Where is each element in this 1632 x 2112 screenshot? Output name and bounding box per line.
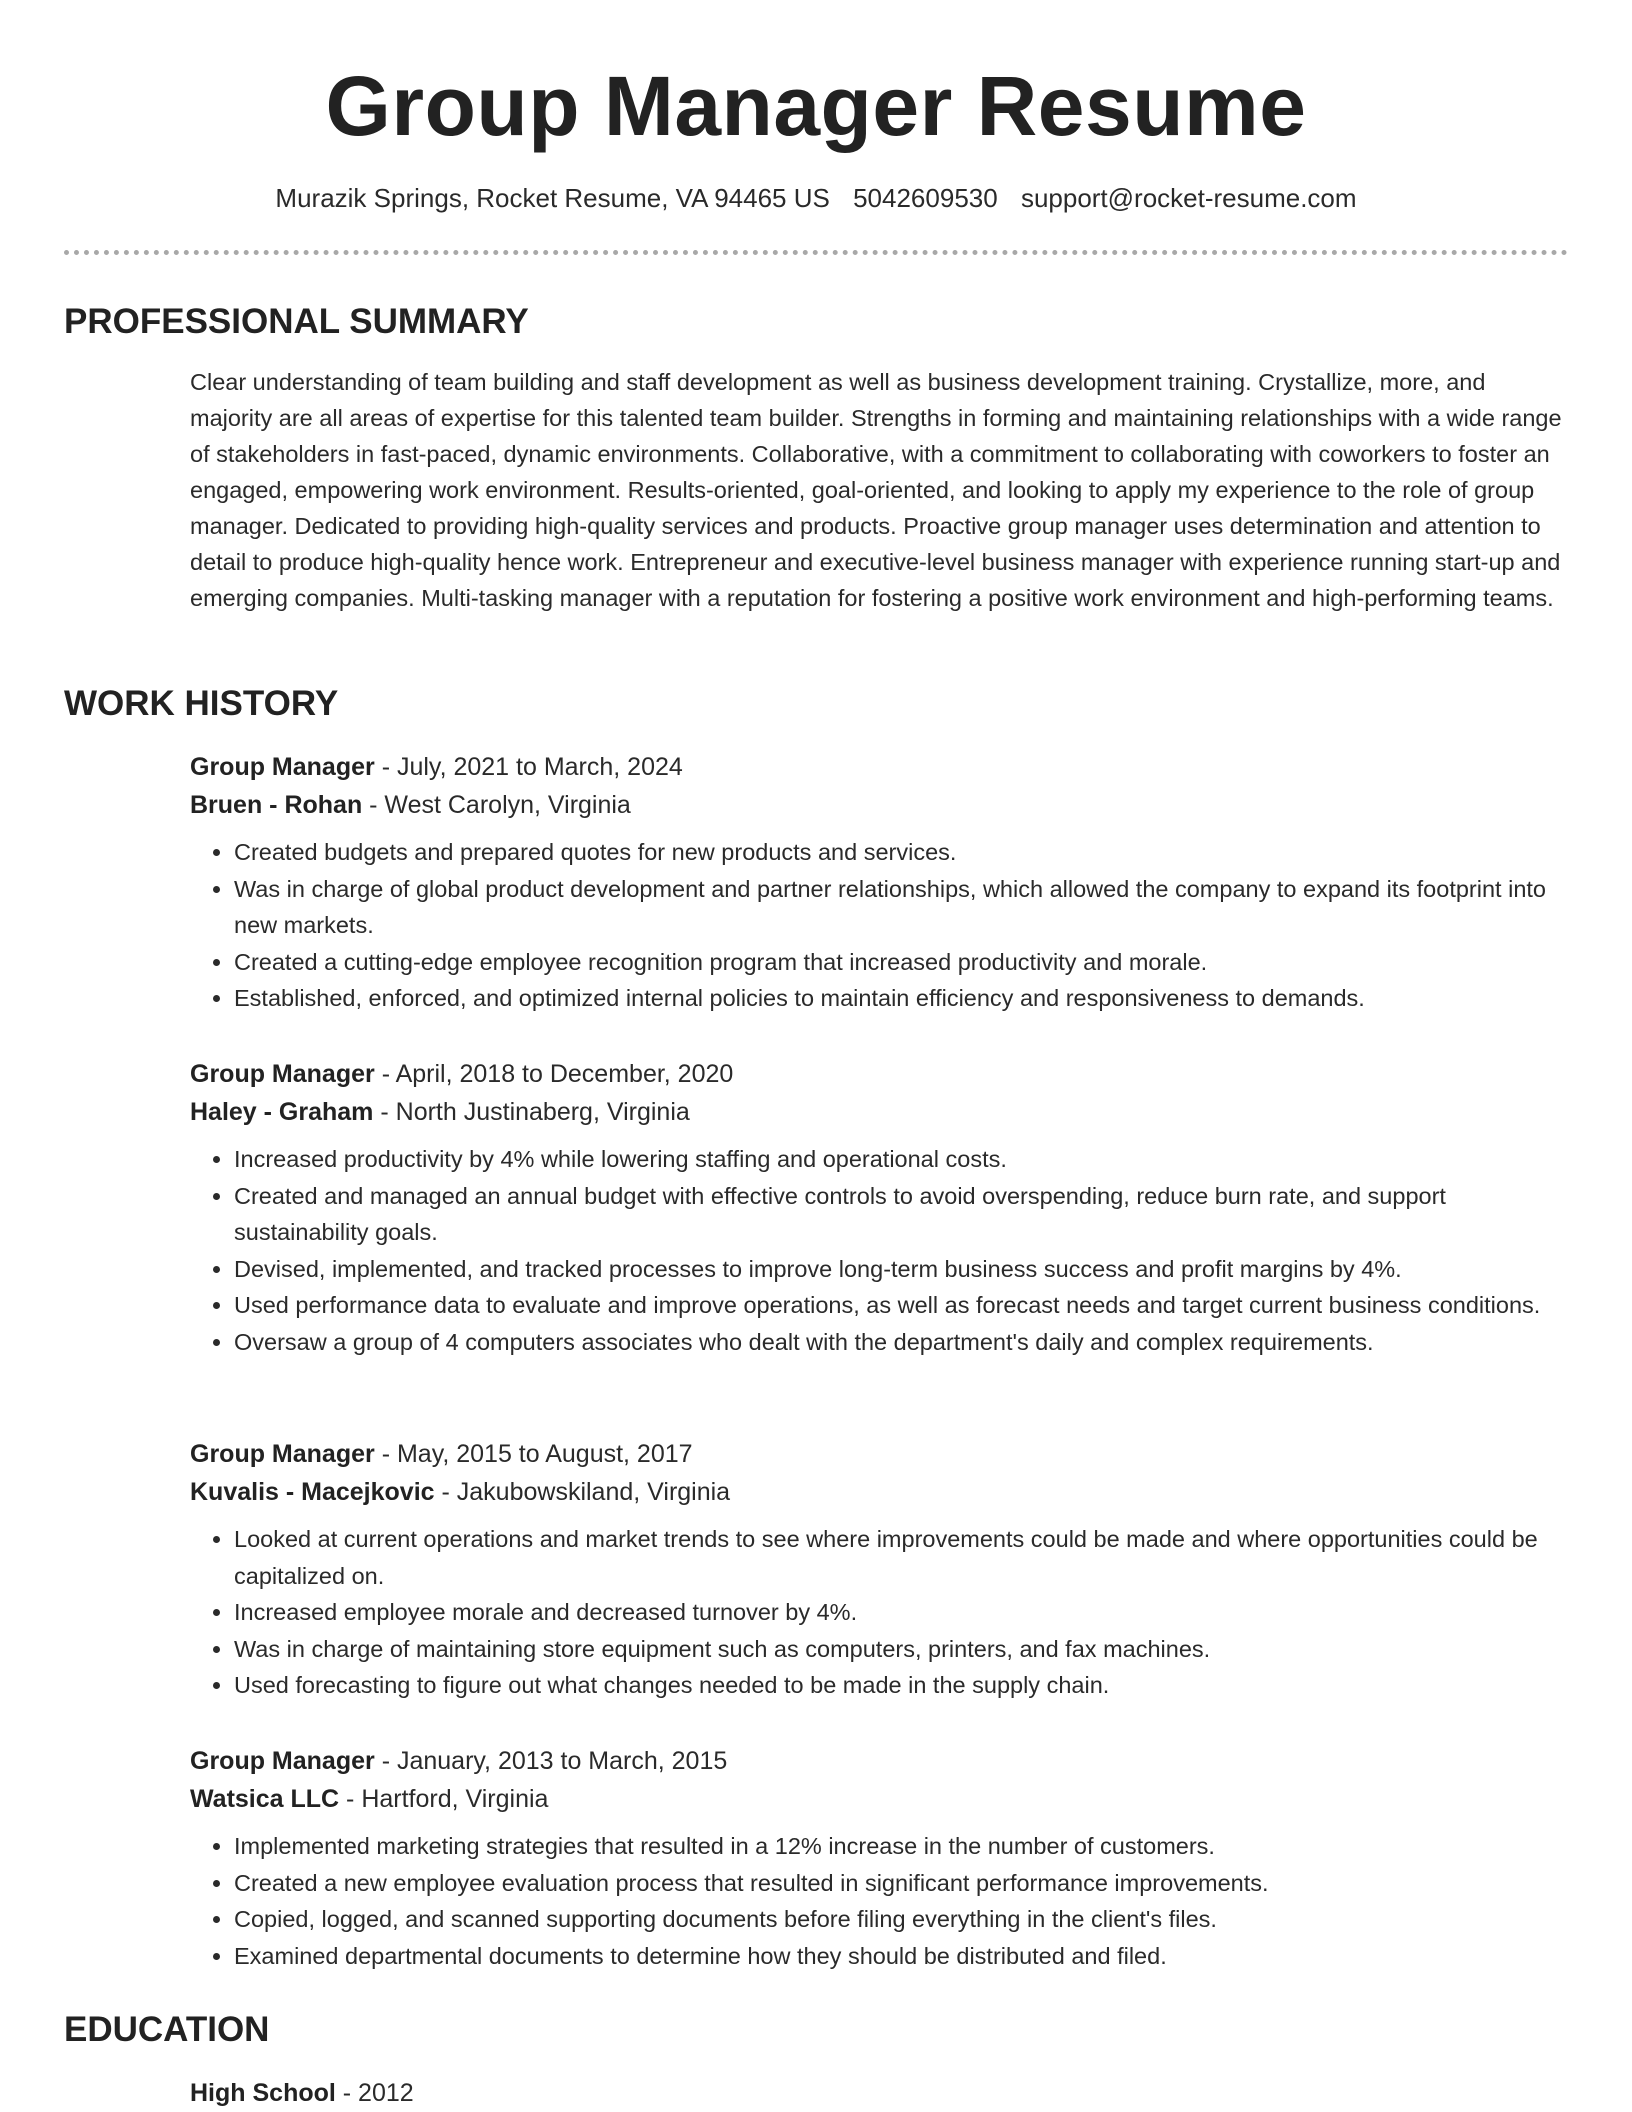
job-title-line: [190, 1055, 1570, 1093]
job-bullet: • Created a cutting-edge employee recognition program that increased productivity and morale.: [234, 944, 1570, 981]
job-entry: [190, 1055, 1570, 1360]
job-bullet: • Was in charge of global product development and partner relationships, which allowed the company to expand its footprint into new markets.: [234, 871, 1570, 944]
job-bullet: • Created and managed an annual budget with effective controls to avoid overspending, reduce burn rate, and support sustainability goals.: [234, 1178, 1570, 1251]
job-bullet: • Used forecasting to figure out what changes needed to be made in the supply chain.: [234, 1667, 1570, 1704]
job-bullet: • Used performance data to evaluate and improve operations, as well as forecast needs and target current business conditions.: [234, 1287, 1570, 1324]
header-divider: [64, 250, 1568, 255]
job-company: Haley - Graham: [190, 1098, 374, 1126]
contact-line: [0, 180, 1632, 216]
resume-title: Group Manager Resume: [325, 59, 1307, 153]
section-heading-summary: PROFESSIONAL SUMMARY: [64, 302, 529, 341]
job-dates: - July, 2021 to March, 2024: [374, 753, 683, 781]
education-degree: High School: [190, 2079, 336, 2107]
job-bullets: [190, 1141, 1570, 1360]
job-entry: [190, 748, 1570, 1017]
job-bullet: • Was in charge of maintaining store equipment such as computers, printers, and fax machines.: [234, 1631, 1570, 1668]
job-bullet: • Copied, logged, and scanned supporting documents before filing everything in the client's files.: [234, 1901, 1570, 1938]
job-bullet: • Created budgets and prepared quotes for new products and services.: [234, 834, 1570, 871]
job-company-line: [190, 1473, 1570, 1511]
contact-phone[interactable]: 5042609530: [853, 183, 998, 213]
job-company: Kuvalis - Macejkovic: [190, 1478, 435, 1506]
job-bullet: • Increased productivity by 4% while lowering staffing and operational costs.: [234, 1141, 1570, 1178]
job-dates: - May, 2015 to August, 2017: [374, 1440, 693, 1468]
job-company-line: [190, 786, 1570, 824]
section-heading-education: EDUCATION: [64, 2010, 270, 2049]
job-bullet: • Increased employee morale and decreased turnover by 4%.: [234, 1594, 1570, 1631]
job-title-line: [190, 1742, 1570, 1780]
job-company-line: [190, 1093, 1570, 1131]
job-bullets: [190, 834, 1570, 1017]
job-title-line: [190, 748, 1570, 786]
job-company: Watsica LLC: [190, 1785, 340, 1813]
summary-text: Clear understanding of team building and staff development as well as business development training. Crystallize, more, and majority are all areas of expertise for this talented team builder. Strengths in forming and maintaining relationships with a wide range of stakeholders in fast-paced, dynamic environments. Collaborative, with a commitment to collaborating with coworkers to foster an engaged, empowering work environment. Results-oriented, goal-oriented, and looking to apply my experience to the role of group manager. Dedicated to providing high-quality services and products. Proactive group manager uses determination and attention to detail to produce high-quality hence work. Entrepreneur and executive-level business manager with experience running start-up and emerging companies. Multi-tasking manager with a reputation for fostering a positive work environment and high-performing teams.: [190, 369, 1562, 611]
job-dates: - January, 2013 to March, 2015: [374, 1747, 728, 1775]
job-title: Group Manager: [190, 1060, 375, 1088]
job-title-line: [190, 1435, 1570, 1473]
job-bullet: • Examined departmental documents to determine how they should be distributed and filed.: [234, 1938, 1570, 1975]
education-entry: [190, 2074, 414, 2112]
job-company-line: [190, 1780, 1570, 1818]
job-bullet: • Looked at current operations and market trends to see where improvements could be made and where opportunities could be capitalized on.: [234, 1521, 1570, 1594]
job-company: Bruen - Rohan: [190, 791, 363, 819]
job-bullet: • Established, enforced, and optimized internal policies to maintain efficiency and responsiveness to demands.: [234, 980, 1570, 1017]
contact-email[interactable]: support@rocket-resume.com: [1020, 183, 1357, 213]
job-bullets: [190, 1521, 1570, 1704]
job-location: - West Carolyn, Virginia: [362, 791, 631, 819]
job-entry: [190, 1742, 1570, 1974]
job-bullet: • Devised, implemented, and tracked processes to improve long-term business success and profit margins by 4%.: [234, 1251, 1570, 1288]
section-heading-work-history: WORK HISTORY: [64, 684, 339, 723]
job-location: - North Justinaberg, Virginia: [373, 1098, 690, 1126]
job-bullet: • Implemented marketing strategies that resulted in a 12% increase in the number of customers.: [234, 1828, 1570, 1865]
education-year: - 2012: [335, 2079, 414, 2107]
job-title: Group Manager: [190, 753, 375, 781]
contact-address: Murazik Springs, Rocket Resume, VA 94465 US: [275, 183, 830, 213]
job-entry: [190, 1435, 1570, 1704]
job-dates: - April, 2018 to December, 2020: [374, 1060, 734, 1088]
job-bullet: • Oversaw a group of 4 computers associates who dealt with the department's daily and complex requirements.: [234, 1324, 1570, 1361]
job-bullet: • Created a new employee evaluation process that resulted in significant performance improvements.: [234, 1865, 1570, 1902]
job-title: Group Manager: [190, 1747, 375, 1775]
job-location: - Jakubowskiland, Virginia: [434, 1478, 731, 1506]
job-location: - Hartford, Virginia: [339, 1785, 549, 1813]
job-title: Group Manager: [190, 1440, 375, 1468]
job-bullets: [190, 1828, 1570, 1974]
